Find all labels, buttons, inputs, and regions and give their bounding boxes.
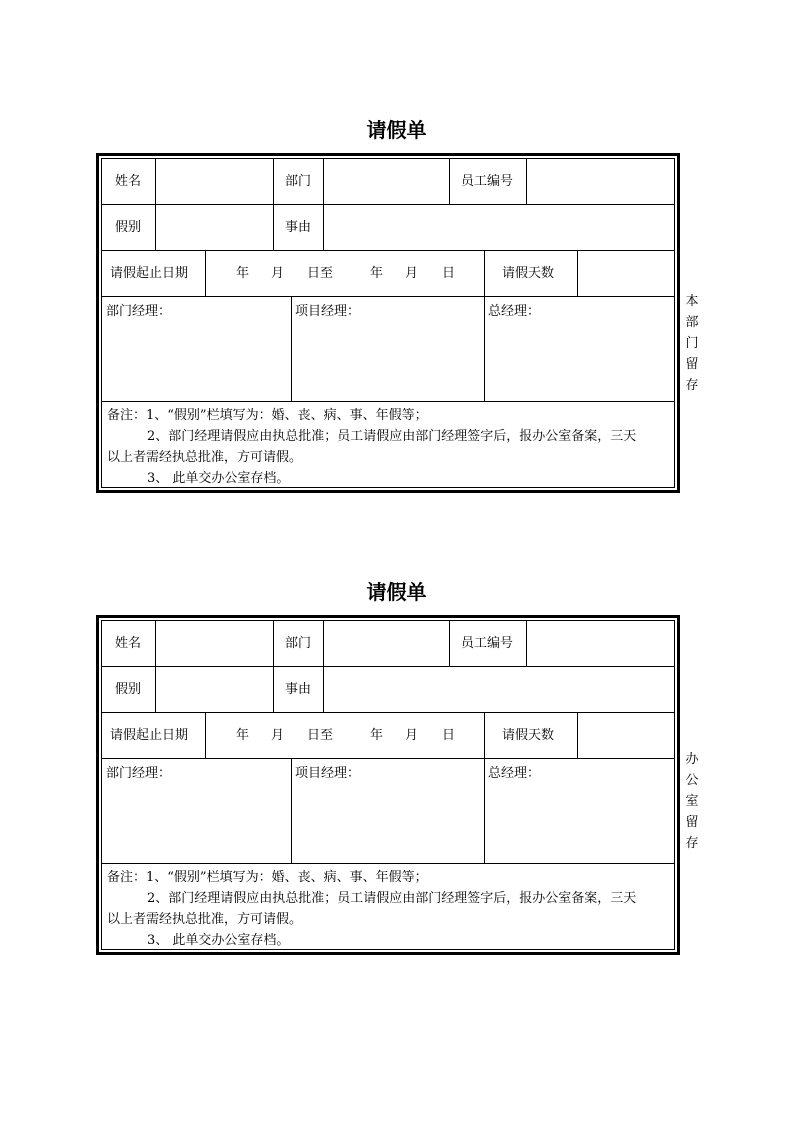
form-frame <box>96 153 680 493</box>
day-to-label: 日至 <box>307 728 334 743</box>
end-day-label: 日 <box>442 728 456 743</box>
project-manager-label: 项目经理： <box>295 766 361 781</box>
end-month-label: 月 <box>405 728 419 743</box>
department-field[interactable] <box>324 160 448 203</box>
start-year-label: 年 <box>236 266 250 281</box>
leave-type-field[interactable] <box>156 205 272 249</box>
leave-dates-label: 请假起止日期 <box>110 728 189 743</box>
dept-manager-label: 部门经理： <box>106 304 172 319</box>
end-day-label: 日 <box>442 266 456 281</box>
general-manager-label: 总经理： <box>488 304 541 319</box>
day-to-label: 日至 <box>307 266 334 281</box>
employee-no-field[interactable] <box>527 160 673 203</box>
leave-days-label: 请假天数 <box>502 728 555 743</box>
name-field[interactable] <box>156 160 272 203</box>
department-label: 部门 <box>285 636 312 651</box>
name-field[interactable] <box>156 622 272 665</box>
project-manager-label: 项目经理： <box>295 304 361 319</box>
side-label: 本 部 门 留 存 <box>685 294 699 393</box>
note-line-3: 以上者需经执总批准，方可请假。 <box>107 912 303 927</box>
note-line-1: 备注：1、“假别”栏填写为：婚、丧、病、事、年假等； <box>107 870 428 885</box>
notes <box>107 867 673 951</box>
employee-no-label: 员工编号 <box>461 636 514 651</box>
form-title: 请假单 <box>366 118 427 142</box>
dept-manager-label: 部门经理： <box>106 766 172 781</box>
leave-type-field[interactable] <box>156 667 272 711</box>
start-month-label: 月 <box>271 266 285 281</box>
leave-days-field[interactable] <box>578 713 673 757</box>
end-year-label: 年 <box>370 728 384 743</box>
reason-field[interactable] <box>324 205 673 249</box>
side-label: 办 公 室 留 存 <box>685 752 699 851</box>
leave-days-field[interactable] <box>578 251 673 295</box>
end-month-label: 月 <box>405 266 419 281</box>
department-label: 部门 <box>285 174 312 189</box>
employee-no-field[interactable] <box>527 622 673 665</box>
note-line-2: 2、部门经理请假应由执总批准；员工请假应由部门经理签字后，报办公室备案，三天 <box>147 429 637 444</box>
note-line-4: 3、 此单交办公室存档。 <box>147 933 290 948</box>
name-label: 姓名 <box>115 636 142 651</box>
form-frame <box>96 615 680 955</box>
notes <box>107 405 673 489</box>
general-manager-label: 总经理： <box>488 766 541 781</box>
reason-label: 事由 <box>285 682 312 697</box>
employee-no-label: 员工编号 <box>461 174 514 189</box>
note-line-1: 备注：1、“假别”栏填写为：婚、丧、病、事、年假等； <box>107 408 428 423</box>
reason-field[interactable] <box>324 667 673 711</box>
start-year-label: 年 <box>236 728 250 743</box>
note-line-4: 3、 此单交办公室存档。 <box>147 471 290 486</box>
leave-type-label: 假别 <box>115 220 142 235</box>
leave-days-label: 请假天数 <box>502 266 555 281</box>
end-year-label: 年 <box>370 266 384 281</box>
start-month-label: 月 <box>271 728 285 743</box>
note-line-2: 2、部门经理请假应由执总批准；员工请假应由部门经理签字后，报办公室备案，三天 <box>147 891 637 906</box>
note-line-3: 以上者需经执总批准，方可请假。 <box>107 450 303 465</box>
name-label: 姓名 <box>115 174 142 189</box>
form-title: 请假单 <box>366 580 427 604</box>
form-table <box>101 158 675 488</box>
leave-dates-label: 请假起止日期 <box>110 266 189 281</box>
form-table <box>101 620 675 950</box>
leave-type-label: 假别 <box>115 682 142 697</box>
department-field[interactable] <box>324 622 448 665</box>
reason-label: 事由 <box>285 220 312 235</box>
